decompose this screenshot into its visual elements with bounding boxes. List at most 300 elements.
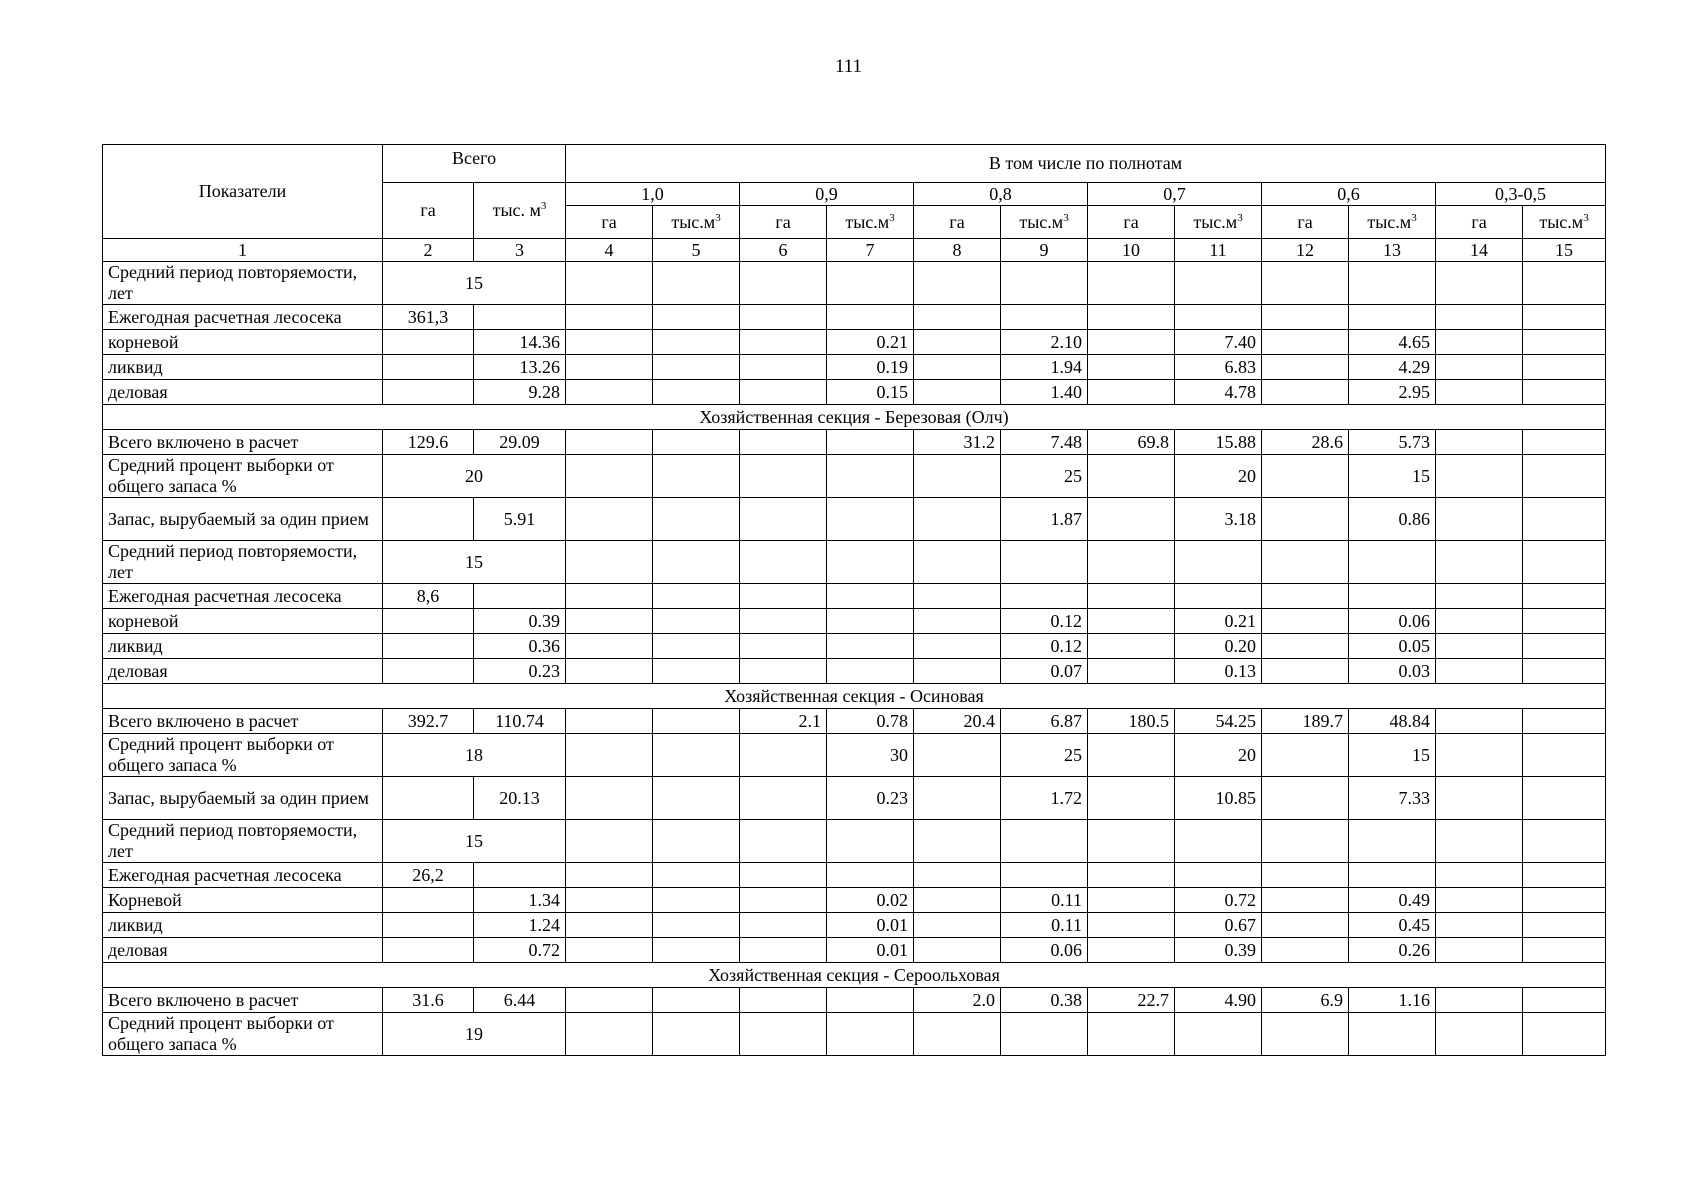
table-row (103, 684, 1606, 709)
data-cell (740, 305, 827, 330)
data-cell: 4.29 (1349, 355, 1436, 380)
header-density: 0,6 (1262, 183, 1436, 206)
data-cell (1436, 734, 1523, 777)
data-cell (1436, 355, 1523, 380)
cube-superscript: 3 (540, 200, 547, 212)
data-cell (740, 863, 827, 888)
column-number: 1 (103, 239, 383, 262)
data-cell (566, 330, 653, 355)
data-cell: 7.33 (1349, 777, 1436, 820)
table-row (103, 913, 1606, 938)
data-cell (1088, 777, 1175, 820)
data-cell: 29.09 (474, 430, 566, 455)
data-cell (383, 888, 474, 913)
data-cell (1349, 262, 1436, 305)
data-cell (740, 659, 827, 684)
table-row (103, 262, 1606, 305)
table-row (103, 777, 1606, 820)
data-cell (1436, 777, 1523, 820)
row-label: ликвид (103, 913, 383, 938)
data-cell (1001, 584, 1088, 609)
data-cell: 5.73 (1349, 430, 1436, 455)
data-cell: 25 (1001, 455, 1088, 498)
data-cell: 0.06 (1001, 938, 1088, 963)
row-label: Средний период повторяемости, лет (103, 262, 383, 305)
data-cell (1001, 863, 1088, 888)
data-cell: 0.67 (1175, 913, 1262, 938)
data-cell: 0.26 (1349, 938, 1436, 963)
column-number: 7 (827, 239, 914, 262)
data-cell (1349, 820, 1436, 863)
cube-superscript: 3 (1583, 211, 1589, 224)
data-cell: 0.86 (1349, 498, 1436, 541)
data-cell (740, 1013, 827, 1056)
data-cell (653, 863, 740, 888)
header-unit-ha: га (1262, 206, 1349, 239)
data-cell (740, 430, 827, 455)
merged-total-value: 18 (383, 734, 566, 777)
data-cell (653, 430, 740, 455)
data-cell (566, 734, 653, 777)
column-number: 2 (383, 239, 474, 262)
data-cell: 28.6 (1262, 430, 1349, 455)
data-cell: 0.72 (474, 938, 566, 963)
row-label: ликвид (103, 634, 383, 659)
data-cell (653, 355, 740, 380)
data-cell (827, 541, 914, 584)
column-number: 4 (566, 239, 653, 262)
data-cell: 48.84 (1349, 709, 1436, 734)
data-cell (914, 634, 1001, 659)
data-cell (1088, 355, 1175, 380)
data-cell: 1.87 (1001, 498, 1088, 541)
data-cell (1088, 938, 1175, 963)
data-cell (1523, 938, 1606, 963)
column-number: 10 (1088, 239, 1175, 262)
data-cell: 0.01 (827, 938, 914, 963)
data-cell (1088, 734, 1175, 777)
data-cell (827, 1013, 914, 1056)
data-cell: 14.36 (474, 330, 566, 355)
data-cell: 15.88 (1175, 430, 1262, 455)
cube-superscript: 3 (1237, 211, 1243, 224)
data-cell (1262, 455, 1349, 498)
data-cell: 0.15 (827, 380, 914, 405)
data-cell (1523, 584, 1606, 609)
data-cell (1088, 863, 1175, 888)
data-cell (1523, 262, 1606, 305)
data-cell (914, 355, 1001, 380)
data-cell (1262, 380, 1349, 405)
data-cell (1523, 734, 1606, 777)
table-row (103, 1013, 1606, 1056)
data-cell (653, 634, 740, 659)
table-row (103, 541, 1606, 584)
data-cell (1262, 330, 1349, 355)
data-cell (566, 541, 653, 584)
data-cell (914, 541, 1001, 584)
data-cell (1436, 541, 1523, 584)
merged-total-value: 15 (383, 262, 566, 305)
data-cell (1088, 498, 1175, 541)
data-cell (1523, 609, 1606, 634)
data-cell (653, 584, 740, 609)
table-row (103, 709, 1606, 734)
data-cell (566, 1013, 653, 1056)
data-cell (653, 820, 740, 863)
header-unit-ths-m3-label: тыс.м (1367, 211, 1412, 232)
header-unit-ths-m3 (653, 206, 740, 239)
column-number: 8 (914, 239, 1001, 262)
header-unit-ths-m3-label: тыс.м (1193, 211, 1238, 232)
data-cell (740, 262, 827, 305)
data-cell (566, 609, 653, 634)
cube-superscript: 3 (889, 211, 895, 224)
header-indicators: Показатели (103, 145, 383, 239)
data-cell (1349, 305, 1436, 330)
data-cell (1349, 1013, 1436, 1056)
data-cell (1523, 305, 1606, 330)
data-cell (1523, 498, 1606, 541)
row-label: деловая (103, 659, 383, 684)
header-density: 0,7 (1088, 183, 1262, 206)
data-cell (914, 584, 1001, 609)
data-cell (740, 913, 827, 938)
data-cell: 0.12 (1001, 634, 1088, 659)
data-cell (1436, 820, 1523, 863)
column-number: 5 (653, 239, 740, 262)
data-cell (1436, 634, 1523, 659)
data-cell: 0.20 (1175, 634, 1262, 659)
data-cell (1436, 330, 1523, 355)
table-row (103, 734, 1606, 777)
data-cell (566, 709, 653, 734)
data-cell (1436, 888, 1523, 913)
data-cell (1262, 938, 1349, 963)
data-cell (827, 820, 914, 863)
data-cell (1262, 734, 1349, 777)
header-total-ha: га (383, 183, 474, 239)
data-cell (1175, 541, 1262, 584)
table-row (103, 963, 1606, 988)
data-cell (740, 988, 827, 1013)
row-label: корневой (103, 609, 383, 634)
column-number: 15 (1523, 239, 1606, 262)
data-cell (566, 355, 653, 380)
data-cell (566, 938, 653, 963)
data-cell (653, 498, 740, 541)
data-cell (1262, 498, 1349, 541)
header-density: 0,9 (740, 183, 914, 206)
annual-cut-value: 26,2 (383, 863, 474, 888)
data-cell (653, 305, 740, 330)
data-cell: 15 (1349, 455, 1436, 498)
data-cell (740, 380, 827, 405)
data-cell (566, 584, 653, 609)
cube-superscript: 3 (715, 211, 721, 224)
data-cell (914, 380, 1001, 405)
data-cell (566, 455, 653, 498)
data-cell (1436, 609, 1523, 634)
data-cell (566, 988, 653, 1013)
data-cell: 180.5 (1088, 709, 1175, 734)
row-label: Запас, вырубаемый за один прием (103, 498, 383, 541)
data-cell (383, 355, 474, 380)
data-cell: 2.0 (914, 988, 1001, 1013)
column-number: 3 (474, 239, 566, 262)
data-cell: 129.6 (383, 430, 474, 455)
table-row (103, 820, 1606, 863)
data-cell (1175, 1013, 1262, 1056)
data-cell (1436, 262, 1523, 305)
data-cell (740, 355, 827, 380)
table-row (103, 659, 1606, 684)
data-cell (653, 988, 740, 1013)
data-cell (1349, 584, 1436, 609)
data-cell (653, 262, 740, 305)
data-cell: 6.87 (1001, 709, 1088, 734)
data-cell (383, 938, 474, 963)
row-label: Ежегодная расчетная лесосека (103, 305, 383, 330)
data-cell (827, 305, 914, 330)
row-label: Средний период повторяемости, лет (103, 820, 383, 863)
data-cell: 6.44 (474, 988, 566, 1013)
header-including-by-density: В том числе по полнотам (566, 145, 1606, 183)
data-cell (383, 498, 474, 541)
data-cell (566, 498, 653, 541)
data-cell: 4.78 (1175, 380, 1262, 405)
data-cell (653, 330, 740, 355)
data-cell (1175, 584, 1262, 609)
data-cell (1523, 634, 1606, 659)
data-cell (1088, 262, 1175, 305)
data-cell (1262, 609, 1349, 634)
data-cell (1262, 888, 1349, 913)
data-cell: 3.18 (1175, 498, 1262, 541)
data-cell: 7.48 (1001, 430, 1088, 455)
data-cell: 25 (1001, 734, 1088, 777)
data-cell: 0.21 (827, 330, 914, 355)
data-cell (914, 262, 1001, 305)
data-cell (566, 634, 653, 659)
data-cell: 0.03 (1349, 659, 1436, 684)
row-label: Средний период повторяемости, лет (103, 541, 383, 584)
data-cell: 0.06 (1349, 609, 1436, 634)
section-title: Хозяйственная секция - Осиновая (103, 684, 1606, 709)
header-unit-ths-m3-label: тыс.м (845, 211, 890, 232)
data-cell (914, 863, 1001, 888)
data-cell (1262, 913, 1349, 938)
row-label: Ежегодная расчетная лесосека (103, 584, 383, 609)
data-cell (1262, 1013, 1349, 1056)
header-unit-ths-m3 (1001, 206, 1088, 239)
data-cell (1436, 659, 1523, 684)
data-cell (653, 709, 740, 734)
data-cell (1001, 262, 1088, 305)
data-cell (1523, 777, 1606, 820)
data-cell (1262, 584, 1349, 609)
row-label: Всего включено в расчет (103, 430, 383, 455)
row-label: Средний процент выборки от общего запаса % (103, 1013, 383, 1056)
data-cell (914, 330, 1001, 355)
data-cell (1523, 913, 1606, 938)
data-cell: 20.4 (914, 709, 1001, 734)
data-cell (740, 455, 827, 498)
data-cell: 0.19 (827, 355, 914, 380)
data-cell (1088, 634, 1175, 659)
data-cell (740, 498, 827, 541)
data-cell: 4.65 (1349, 330, 1436, 355)
data-cell (1088, 888, 1175, 913)
row-label: корневой (103, 330, 383, 355)
data-cell (1523, 863, 1606, 888)
column-number: 9 (1001, 239, 1088, 262)
data-cell (566, 380, 653, 405)
data-cell: 1.16 (1349, 988, 1436, 1013)
data-cell (566, 777, 653, 820)
data-cell (566, 262, 653, 305)
table-row (103, 305, 1606, 330)
data-cell (1262, 863, 1349, 888)
data-cell (1262, 262, 1349, 305)
column-number: 13 (1349, 239, 1436, 262)
data-cell (914, 820, 1001, 863)
data-cell (914, 938, 1001, 963)
data-cell (653, 541, 740, 584)
data-cell (914, 888, 1001, 913)
header-total-ths-m3-label: тыс. м (492, 200, 541, 220)
header-unit-ths-m3 (827, 206, 914, 239)
data-cell (740, 330, 827, 355)
data-cell (827, 609, 914, 634)
data-cell: 20 (1175, 734, 1262, 777)
merged-total-value: 19 (383, 1013, 566, 1056)
data-cell (566, 305, 653, 330)
data-cell (653, 659, 740, 684)
data-cell: 1.94 (1001, 355, 1088, 380)
data-cell (740, 888, 827, 913)
data-cell (1523, 1013, 1606, 1056)
data-cell: 189.7 (1262, 709, 1349, 734)
data-cell (653, 380, 740, 405)
annual-cut-value: 361,3 (383, 305, 474, 330)
data-cell: 31.2 (914, 430, 1001, 455)
table-row (103, 405, 1606, 430)
data-cell (1175, 820, 1262, 863)
data-cell: 4.90 (1175, 988, 1262, 1013)
data-cell (740, 820, 827, 863)
data-cell: 0.39 (474, 609, 566, 634)
data-cell: 9.28 (474, 380, 566, 405)
merged-total-value: 15 (383, 820, 566, 863)
data-cell (740, 634, 827, 659)
data-cell: 15 (1349, 734, 1436, 777)
data-cell (1175, 262, 1262, 305)
data-cell (827, 634, 914, 659)
data-cell (1262, 820, 1349, 863)
data-cell: 0.01 (827, 913, 914, 938)
column-number: 11 (1175, 239, 1262, 262)
table-row (103, 455, 1606, 498)
table-row (103, 430, 1606, 455)
header-density: 1,0 (566, 183, 740, 206)
table-row (103, 988, 1606, 1013)
header-total: Всего (383, 145, 566, 183)
header-unit-ths-m3 (1175, 206, 1262, 239)
data-cell: 0.07 (1001, 659, 1088, 684)
data-cell (1262, 634, 1349, 659)
column-number: 12 (1262, 239, 1349, 262)
data-cell: 13.26 (474, 355, 566, 380)
data-cell: 1.40 (1001, 380, 1088, 405)
data-cell (1175, 305, 1262, 330)
data-cell: 0.11 (1001, 913, 1088, 938)
data-cell (1088, 330, 1175, 355)
data-cell (740, 584, 827, 609)
data-cell: 2.95 (1349, 380, 1436, 405)
header-unit-ths-m3-label: тыс.м (1539, 211, 1584, 232)
table-row (103, 498, 1606, 541)
cube-superscript: 3 (1411, 211, 1417, 224)
table-row (103, 330, 1606, 355)
data-cell (914, 305, 1001, 330)
section-title: Хозяйственная секция - Сероольховая (103, 963, 1606, 988)
data-cell (1436, 1013, 1523, 1056)
data-cell (1436, 988, 1523, 1013)
data-cell (1262, 777, 1349, 820)
data-cell (653, 455, 740, 498)
data-cell (827, 659, 914, 684)
data-cell (740, 777, 827, 820)
data-cell (566, 820, 653, 863)
data-cell (1262, 355, 1349, 380)
data-cell: 0.05 (1349, 634, 1436, 659)
data-cell: 31.6 (383, 988, 474, 1013)
data-cell (1175, 863, 1262, 888)
data-cell (566, 888, 653, 913)
data-cell (827, 584, 914, 609)
data-cell (1088, 305, 1175, 330)
data-cell: 2.10 (1001, 330, 1088, 355)
data-cell (914, 913, 1001, 938)
data-cell (1262, 659, 1349, 684)
data-cell (914, 734, 1001, 777)
data-cell (740, 938, 827, 963)
row-label: Всего включено в расчет (103, 709, 383, 734)
data-cell (1523, 380, 1606, 405)
data-cell: 0.12 (1001, 609, 1088, 634)
header-total-ths-m3 (474, 183, 566, 239)
data-cell (383, 634, 474, 659)
data-cell (1436, 380, 1523, 405)
header-unit-ha: га (1436, 206, 1523, 239)
data-cell (1088, 455, 1175, 498)
data-cell: 0.72 (1175, 888, 1262, 913)
data-cell (566, 913, 653, 938)
header-unit-ths-m3-label: тыс.м (1019, 211, 1064, 232)
row-label: ликвид (103, 355, 383, 380)
data-cell (914, 455, 1001, 498)
row-label: Запас, вырубаемый за один прием (103, 777, 383, 820)
data-cell (740, 541, 827, 584)
row-label: Корневой (103, 888, 383, 913)
data-cell: 0.23 (827, 777, 914, 820)
data-cell (1523, 888, 1606, 913)
data-cell (653, 938, 740, 963)
data-cell: 6.83 (1175, 355, 1262, 380)
data-cell (914, 1013, 1001, 1056)
data-cell (827, 455, 914, 498)
